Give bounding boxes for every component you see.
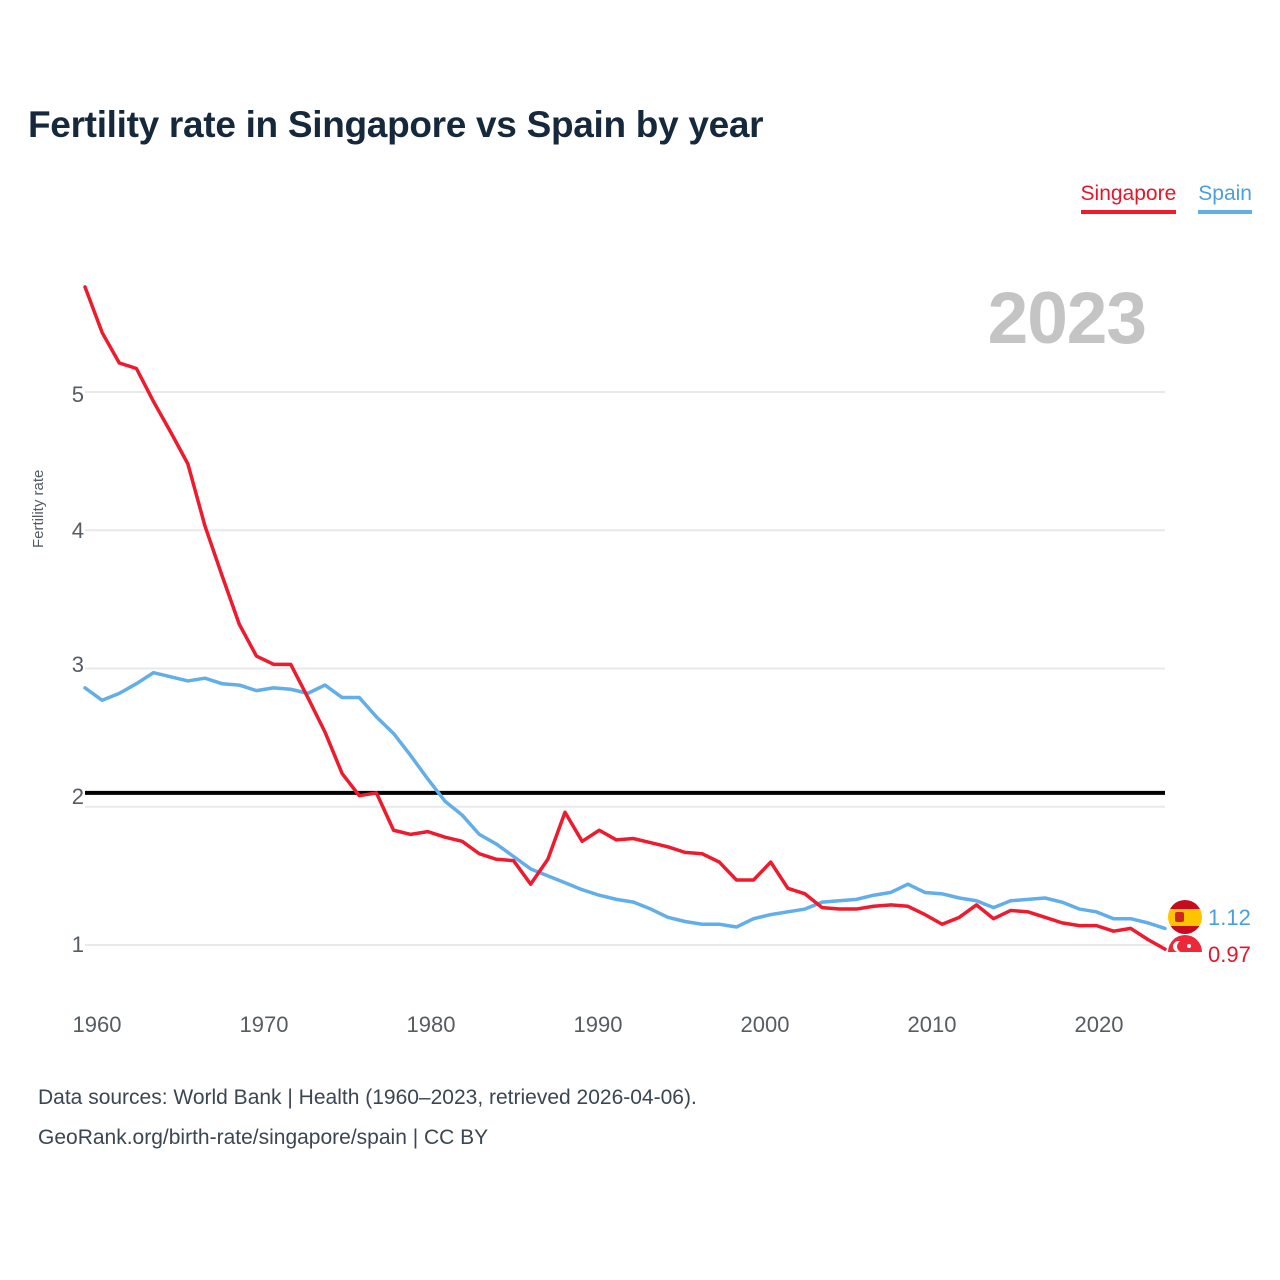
page-title: Fertility rate in Singapore vs Spain by year: [28, 104, 764, 145]
year-watermark: 2023: [987, 278, 1146, 359]
y-tick-3: 3: [71, 652, 84, 677]
y-tick-2: 2: [71, 784, 84, 809]
x-tick-2020: 2020: [1074, 1012, 1124, 1037]
series-line-spain: [85, 673, 1165, 929]
y-tick-4: 4: [71, 518, 84, 543]
y-tick-5: 5: [71, 382, 84, 407]
end-label-singapore: 0.97: [1208, 942, 1251, 967]
end-label-spain: 1.12: [1208, 905, 1251, 930]
gridlines: [85, 392, 1165, 945]
flag-spain-icon: [1168, 900, 1202, 934]
x-tick-2000: 2000: [740, 1012, 790, 1037]
x-tick-1980: 1980: [406, 1012, 456, 1037]
y-axis-label: Fertility rate: [30, 469, 47, 548]
footer-attribution: GeoRank.org/birth-rate/singapore/spain | CC BY: [38, 1126, 489, 1149]
legend-item-spain[interactable]: Spain: [1198, 182, 1252, 214]
legend-item-singapore[interactable]: Singapore: [1081, 182, 1177, 214]
flag-singapore-icon: [1168, 935, 1202, 969]
y-tick-1: 1: [71, 932, 84, 957]
x-tick-1970: 1970: [239, 1012, 289, 1037]
footer-data-sources: Data sources: World Bank | Health (1960–2023, retrieved 2026-04-06).: [38, 1086, 697, 1109]
x-tick-2010: 2010: [907, 1012, 957, 1037]
series-line-singapore: [85, 287, 1165, 949]
x-tick-1960: 1960: [72, 1012, 122, 1037]
x-tick-1990: 1990: [573, 1012, 623, 1037]
